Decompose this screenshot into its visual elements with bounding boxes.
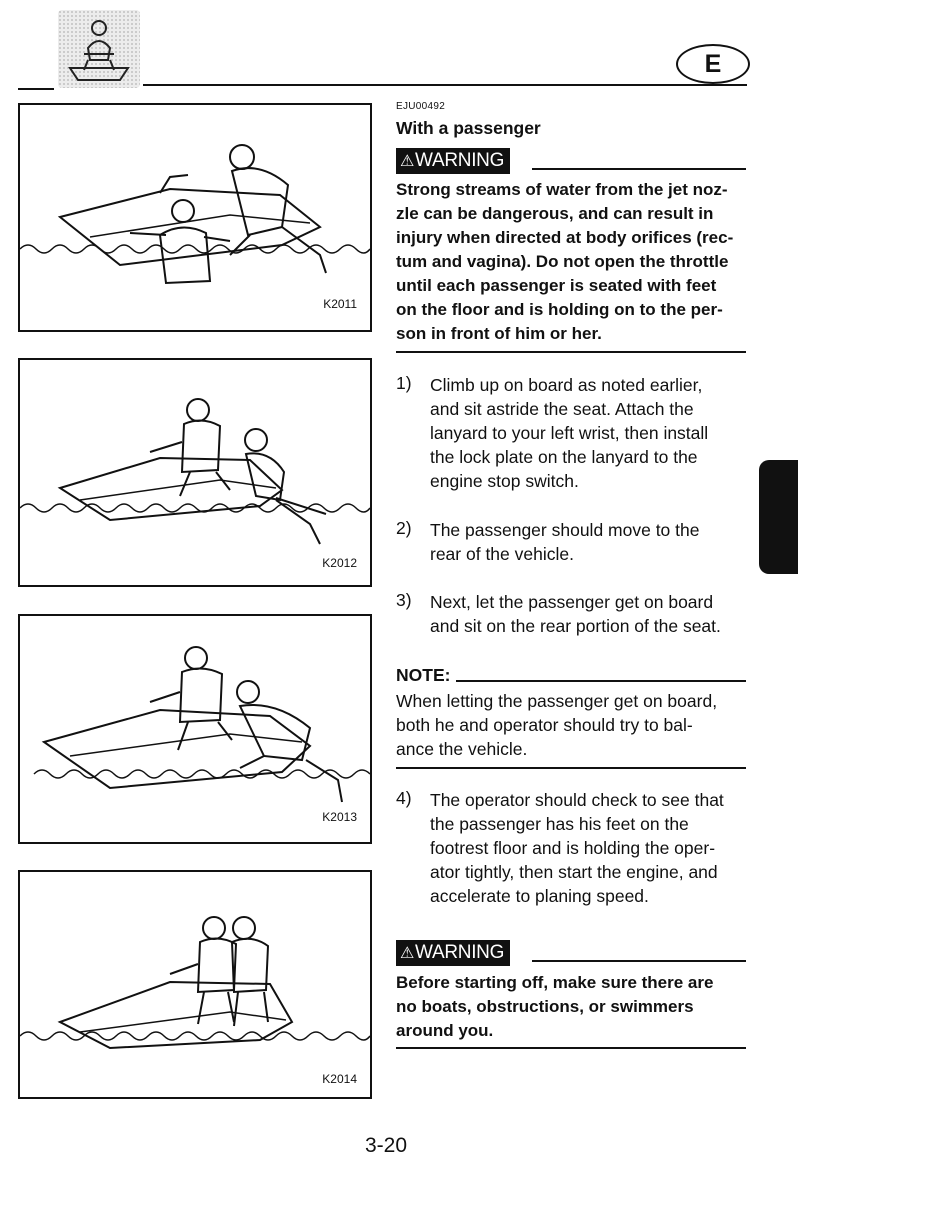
warning-label <box>396 940 510 966</box>
warning-label <box>396 148 510 174</box>
step-number: 2) <box>396 518 412 538</box>
step-text: The passenger should move to the rear of the vehicle. <box>430 520 700 564</box>
section-title: With a passenger <box>396 118 541 138</box>
figure-k2011 <box>18 103 372 332</box>
page-number: 3-20 <box>365 1134 408 1157</box>
passenger-swimming-to-rear-illustration <box>20 360 370 585</box>
figure-code: K2011 <box>323 297 357 311</box>
figure-code: K2013 <box>322 810 357 824</box>
figure-k2012 <box>18 358 372 587</box>
language-badge: E <box>676 44 750 84</box>
note-end-rule <box>396 767 746 769</box>
warning-triangle-icon: ⚠ <box>400 153 415 170</box>
passenger-boarding-rear-illustration <box>20 616 370 842</box>
warning-header-rule <box>532 960 746 962</box>
document-code: EJU00492 <box>396 101 446 112</box>
step-number: 4) <box>396 788 412 808</box>
step-number: 3) <box>396 590 412 610</box>
warning-text: Strong streams of water from the jet noz- zle can be dangerous, and can result in injury when directed at body orifices (rec- tum and vagina). Do not open the throttle until each passenger is seated with feet on the floor and is holding on to the per- son in front of him or her. <box>396 180 734 343</box>
header-rule <box>143 84 747 86</box>
warning-header-rule <box>532 168 746 170</box>
warning-end-rule <box>396 1047 746 1049</box>
warning-triangle-icon: ⚠ <box>400 945 415 962</box>
section-tab-marker <box>759 460 798 574</box>
header-rule <box>18 88 54 90</box>
operator-and-passenger-seated-illustration <box>20 872 370 1097</box>
passenger-climbing-aboard-illustration <box>20 105 370 330</box>
step-text: Next, let the passenger get on board and sit on the rear portion of the seat. <box>430 592 721 636</box>
figure-k2014 <box>18 870 372 1099</box>
figure-code: K2014 <box>322 1072 357 1086</box>
figure-code: K2012 <box>322 556 357 570</box>
warning-text: Before starting off, make sure there are no boats, obstructions, or swimmers around you. <box>396 973 714 1040</box>
warning-end-rule <box>396 351 746 353</box>
figure-k2013 <box>18 614 372 844</box>
step-text: Climb up on board as noted earlier, and sit astride the seat. Attach the lanyard to your left wrist, then install the lock plate on the lanyard to the engine stop switch. <box>430 375 709 491</box>
step-number: 1) <box>396 373 412 393</box>
note-label: NOTE: <box>396 665 451 685</box>
personal-watercraft-icon <box>58 10 140 88</box>
step-text: The operator should check to see that the passenger has his feet on the footrest floor and is holding the oper- ator tightly, then start the engine, and accelerate to planing speed. <box>430 790 724 906</box>
warning-label-text: WARNING <box>415 150 505 171</box>
note-text: When letting the passenger get on board, both he and operator should try to bal- ance the vehicle. <box>396 691 718 759</box>
warning-label-text: WARNING <box>415 942 505 963</box>
note-header-rule <box>456 680 746 682</box>
